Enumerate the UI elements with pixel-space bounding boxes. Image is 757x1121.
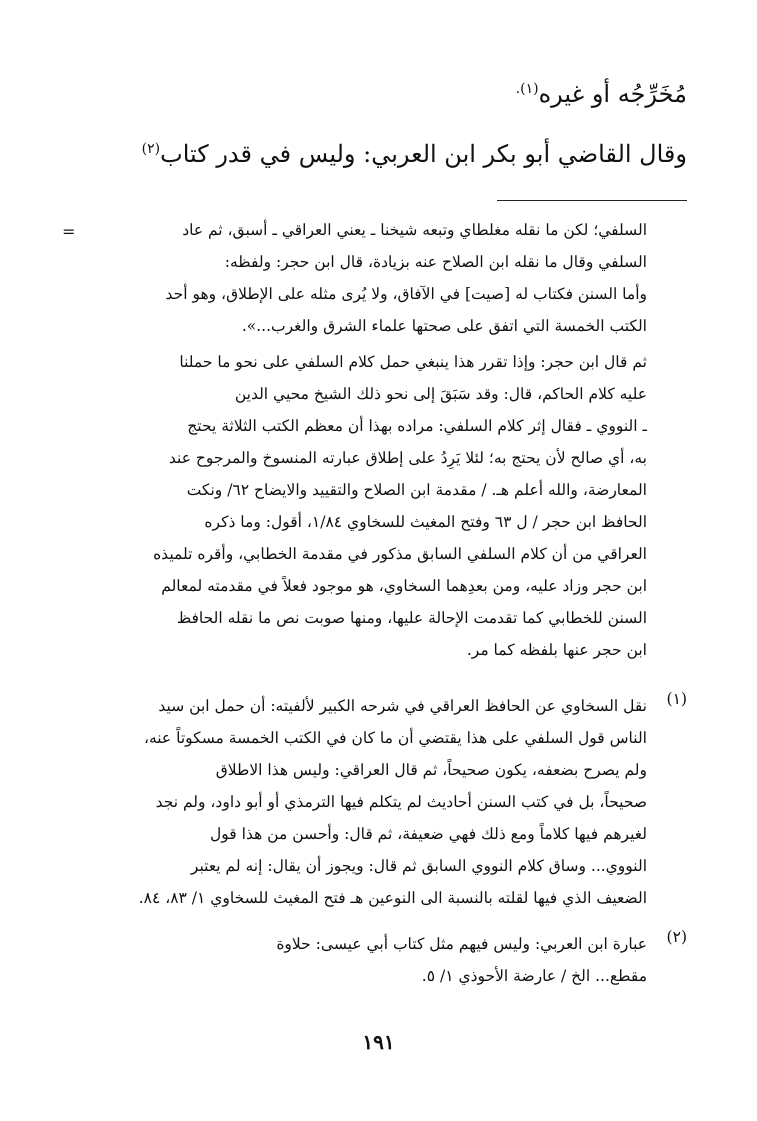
page-number: ١٩١	[362, 1030, 395, 1054]
footnote-line: العراقي من أن كلام السلفي السابق مذكور في مقدمة الخطابي، وأقره تلميذه	[153, 545, 647, 563]
footnote-line: ـ النووي ـ فقال إثر كلام السلفي: مراده بهذا أن معظم الكتب الثلاثة يحتج	[187, 417, 647, 435]
footnote-continuation-paragraph-2	[62, 346, 647, 666]
footnote-line: السنن للخطابي كما تقدمت الإحالة عليها، ومنها صوبت نص ما نقله الحافظ	[176, 609, 647, 627]
footnote-line: السلفي وقال ما نقله ابن الصلاح عنه بزيادة، قال ابن حجر: ولفظه:	[224, 253, 647, 271]
footnote-2-number: (٢)	[666, 928, 687, 946]
footnote-1	[62, 690, 647, 914]
main-text-line-1-text: مُخَرِّجُه أو غيره	[538, 80, 687, 108]
footnote-ref-1: (١).	[515, 81, 539, 97]
footnote-line: وأما السنن فكتاب له [صيت] في الآفاق، ولا يُرى مثله على الإطلاق، وهو أحد	[165, 285, 647, 303]
footnote-ref-2: (٢)	[141, 141, 161, 157]
footnote-line: الحافظ ابن حجر / ل ٦٣ وفتح المغيث للسخاوي ١/٨٤، أقول: وما ذكره	[204, 513, 647, 531]
footnote-continuation	[62, 214, 647, 342]
footnote-line: السلفي؛ لكن ما نقله مغلطاي وتبعه شيخنا ـ يعني العراقي ـ أسبق، ثم عاد	[182, 221, 647, 239]
footnote-line: ابن حجر عنها بلفظه كما مر.	[466, 641, 647, 659]
footnote-line: عبارة ابن العربي: وليس فيهم مثل كتاب أبي عيسى: حلاوة	[276, 935, 647, 953]
footnote-line: لغيرهم فيها كلاماً ومع ذلك فهي ضعيفة، ثم قال: وأحسن من هذا قول	[210, 825, 647, 843]
continuation-marker: =	[62, 222, 76, 241]
footnote-line: الكتب الخمسة التي اتفق على صحتها علماء الشرق والغرب...».	[241, 317, 647, 335]
footnote-2	[62, 928, 647, 992]
footnote-separator	[497, 200, 687, 201]
main-text-line-2	[60, 140, 687, 168]
footnote-line: المعارضة، والله أعلم هـ. / مقدمة ابن الصلاح والتقييد والايضاح ٦٢/ ونكت	[186, 481, 647, 499]
footnote-line: ثم قال ابن حجر: وإذا تقرر هذا ينبغي حمل كلام السلفي على نحو ما حملنا	[179, 353, 647, 371]
footnote-line: النووي... وساق كلام النووي السابق ثم قال: ويجوز أن يقال: إنه لم يعتبر	[190, 857, 647, 875]
footnote-line: الضعيف الذي فيها لقلته بالنسبة الى النوعين هـ فتح المغيث للسخاوي ١/ ٨٣، ٨٤.	[138, 889, 647, 907]
footnote-line: الناس قول السلفي على هذا يقتضي أن ما كان في الكتب الخمسة مسكوتاً عنه،	[143, 729, 647, 747]
footnote-line: مقطع... الخ / عارضة الأحوذي ١/ ٥.	[421, 967, 647, 985]
main-text-line-2-text: وقال القاضي أبو بكر ابن العربي: وليس في قدر كتاب	[160, 140, 687, 168]
footnote-line: عليه كلام الحاكم، قال: وقد سَبَقَ إلى نحو ذلك الشيخ محيي الدين	[234, 385, 647, 403]
footnote-line: ولم يصرح بضعفه، يكون صحيحاً، ثم قال العراقي: وليس هذا الاطلاق	[215, 761, 647, 779]
footnote-1-number: (١)	[666, 690, 687, 708]
footnote-line: به، أي صالح لأن يحتج به؛ لئلا يَرِدُ على إطلاق عبارته المنسوخ والمرجوح عند	[168, 449, 647, 467]
footnote-line: صحيحاً، بل في كتب السنن أحاديث لم يتكلم فيها الترمذي أو أبو داود، ولم نجد	[155, 793, 647, 811]
footnote-line: ابن حجر وزاد عليه، ومن بعدِهما السخاوي، هو موجود فعلاً في مقدمته لمعالم	[161, 577, 647, 595]
main-text-line-1	[60, 80, 687, 108]
footnote-line: نقل السخاوي عن الحافظ العراقي في شرحه الكبير لألفيته: أن حمل ابن سيد	[158, 697, 647, 715]
